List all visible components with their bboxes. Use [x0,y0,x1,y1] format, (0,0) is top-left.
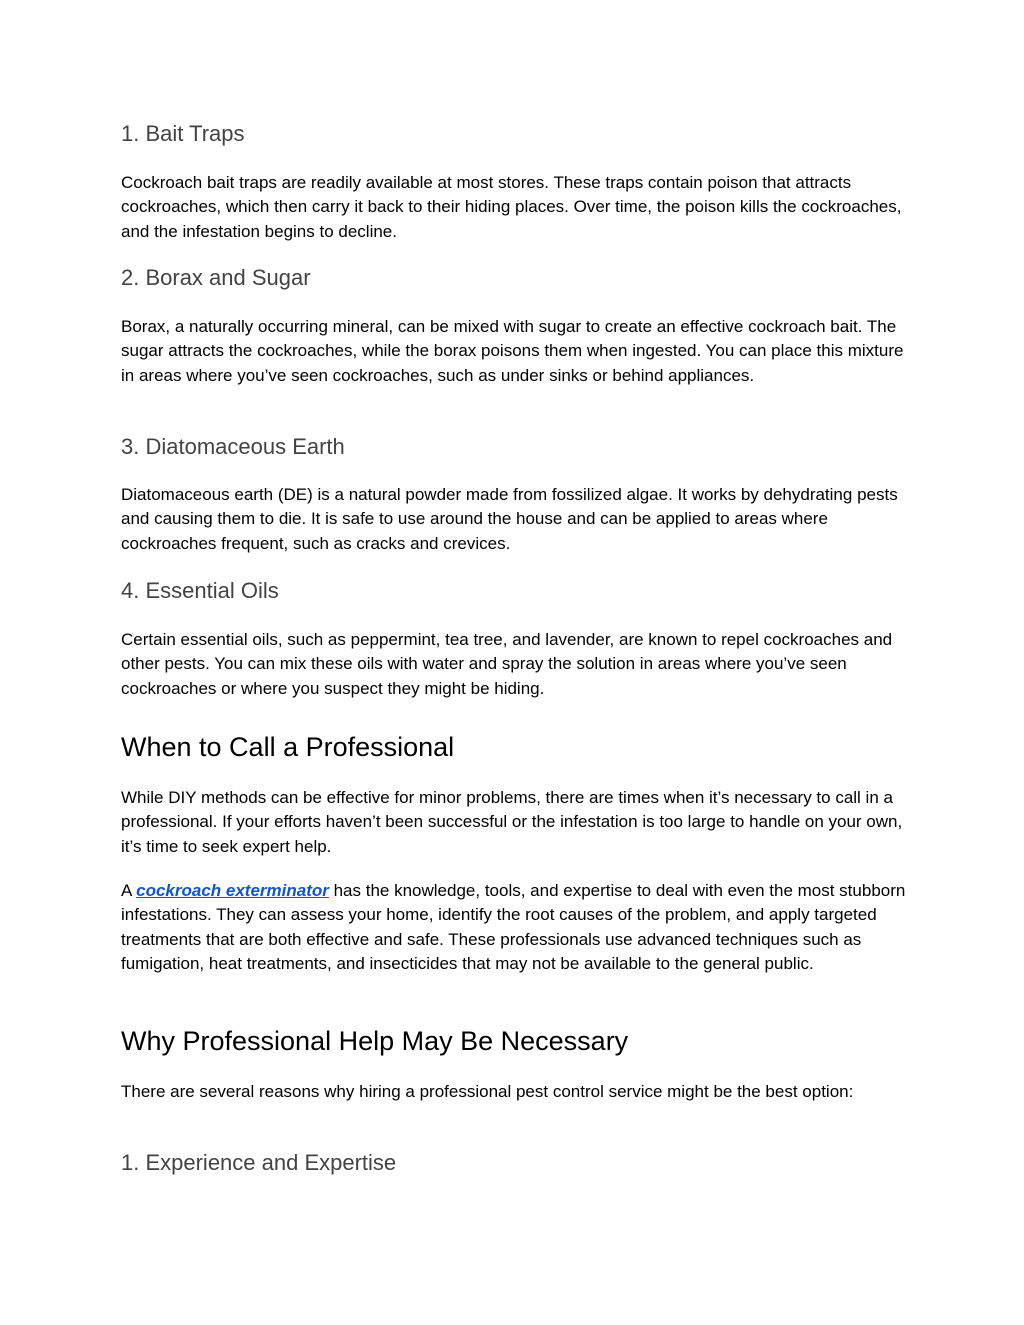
heading-essential-oils: 4. Essential Oils [121,578,279,603]
heading-borax-sugar: 2. Borax and Sugar [121,265,311,290]
paragraph-borax-sugar: Borax, a naturally occurring mineral, can be mixed with sugar to create an effective cockroach bait. The sugar attracts the cockroaches, while the borax poisons them when ingested. You can place this mixture in areas where you’ve seen cockroaches, such as under sinks or behind appliances. [121,317,904,385]
paragraph-diatomaceous-earth: Diatomaceous earth (DE) is a natural powder made from fossilized algae. It works by dehydrating pests and causing them to die. It is safe to use around the house and can be applied to areas where cockroaches frequent, such as cracks and crevices. [121,485,898,553]
paragraph-bait-traps: Cockroach bait traps are readily available at most stores. These traps contain poison that attracts cockroaches, which then carry it back to their hiding places. Over time, the poison kills the cockroaches, and the infestation begins to decline. [121,173,902,241]
exterminator-prefix: A [121,881,137,900]
paragraph-reasons: There are several reasons why hiring a professional pest control service might be the best option: [121,1082,854,1101]
heading-bait-traps: 1. Bait Traps [121,121,245,146]
heading-experience-expertise: 1. Experience and Expertise [121,1150,397,1175]
heading-when-to-call-professional: When to Call a Professional [121,732,455,762]
paragraph-exterminator [121,879,911,977]
exterminator-suffix: has the knowledge, tools, and expertise to deal with even the most stubborn infestations. They can assess your home, identify the root causes of the problem, and apply targeted treatments that are both effective and safe. These professionals use advanced techniques such as fumigation, heat treatments, and insecticides that may not be available to the general public. [121,881,906,974]
heading-why-professional-help: Why Professional Help May Be Necessary [121,1026,629,1056]
cockroach-exterminator-link[interactable]: cockroach exterminator [136,881,329,900]
paragraph-diy-limits: While DIY methods can be effective for minor problems, there are times when it’s necessary to call in a professional. If your efforts haven’t been successful or the infestation is too large to handle on your own, it’s time to seek expert help. [121,788,903,856]
heading-diatomaceous-earth: 3. Diatomaceous Earth [121,434,345,459]
paragraph-essential-oils: Certain essential oils, such as peppermint, tea tree, and lavender, are known to repel cockroaches and other pests. You can mix these oils with water and spray the solution in areas where you’ve seen cockroaches or where you suspect they might be hiding. [121,630,893,698]
